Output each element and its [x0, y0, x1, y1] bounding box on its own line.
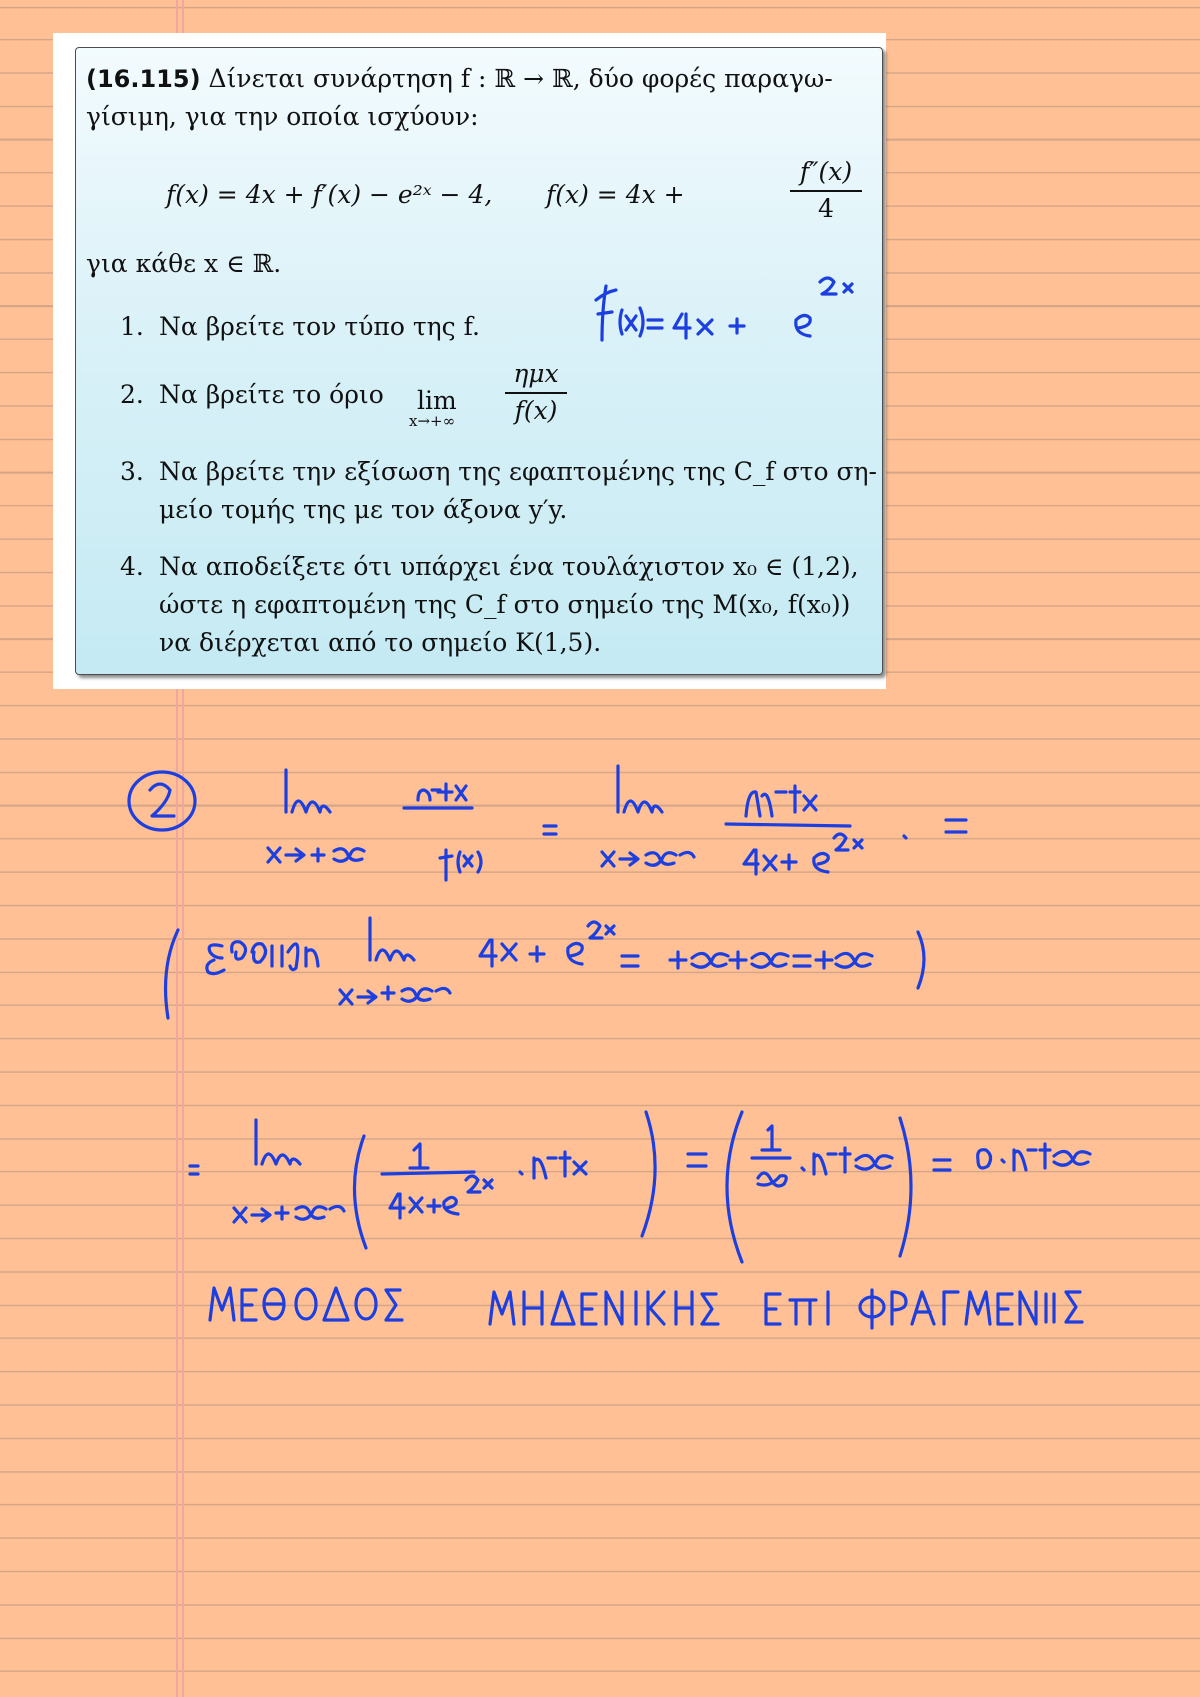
question-text-lead: Να βρείτε το όριο [159, 380, 384, 409]
limit-subscript: x→+∞ [409, 412, 456, 430]
problem-number: (16.115) [86, 65, 201, 93]
question-number: 1. [120, 312, 144, 341]
step-2-line-1-handwriting [129, 766, 966, 880]
problem-intro-text: Δίνεται συνάρτηση f : ℝ → ℝ, δύο φορές παραγω-γίσιμη, για την οποία ισχύουν: [86, 64, 833, 131]
question-number: 4. [120, 552, 144, 581]
question-number: 3. [120, 457, 144, 486]
for-every-line: για κάθε x ∈ ℝ. [86, 249, 282, 278]
limit-numerator: ημx [513, 359, 559, 388]
limit-word: lim [417, 386, 457, 415]
step-2-line-2-handwriting [166, 918, 924, 1018]
equation-left: f(x) = 4x + f′(x) − e²ˣ − 4, [166, 180, 493, 209]
step-2-line-3-handwriting [190, 1112, 1090, 1262]
fraction-numerator: f″(x) [799, 157, 853, 186]
method-handwriting [210, 1288, 1082, 1328]
question-text: Να αποδείξετε ότι υπάρχει ένα τουλάχιστον x₀ ∈ (1,2), ώστε η εφαπτομένη της C_f στο σημείο της M(x₀, f(x₀)) να διέρχεται από το σημείο K(1,5). [159, 552, 859, 657]
question-text: Να βρείτε τον τύπο της f. [159, 312, 480, 341]
equation-right-lhs: f(x) = 4x + [546, 180, 685, 209]
limit-denominator: f(x) [514, 395, 558, 425]
fraction-denominator: 4 [818, 193, 834, 223]
question-number: 2. [120, 380, 144, 409]
answer-1-handwriting [596, 278, 852, 340]
question-text: Να βρείτε την εξίσωση της εφαπτομένης της C_f στο ση-μείο τομής της με τον άξονα y′y. [159, 457, 877, 524]
